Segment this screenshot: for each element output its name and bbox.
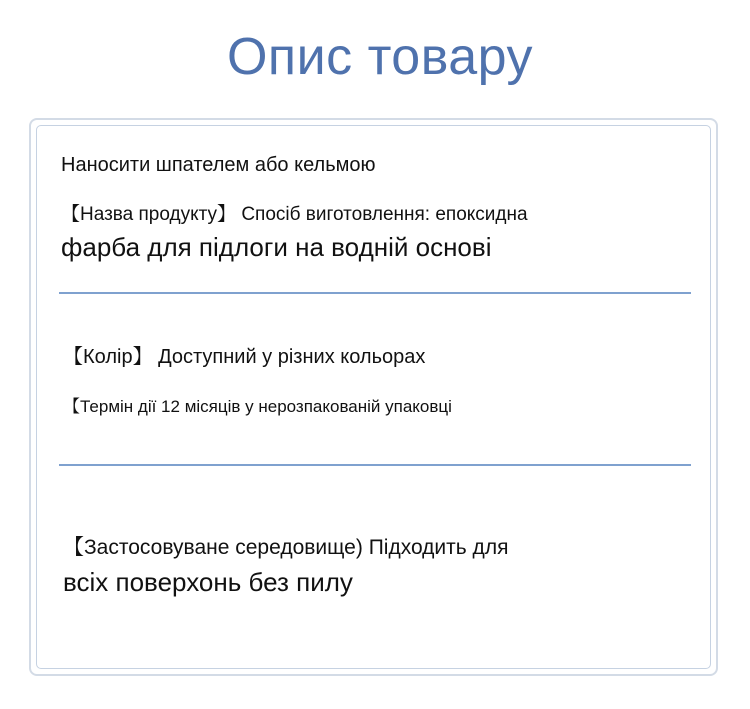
shelf-life-text: 【Термін дії 12 місяців у нерозпакованій упаковці [63,397,452,416]
page-title: Опис товару [226,28,534,86]
environment-line-2: всіх поверхонь без пилу [63,567,353,597]
environment-line-1: 【Застосовуване середовище) Підходить для [63,536,509,559]
divider-1 [59,292,691,294]
application-method-text: Наносити шпателем або кельмою [61,154,376,176]
color-text: 【Колір】 Доступний у різних кольорах [63,346,426,368]
product-name-line-1: 【Назва продукту】 Спосіб виготовлення: епоксидна [61,204,528,225]
divider-2 [59,464,691,466]
product-name-line-2: фарба для підлоги на водній основі [61,232,492,262]
